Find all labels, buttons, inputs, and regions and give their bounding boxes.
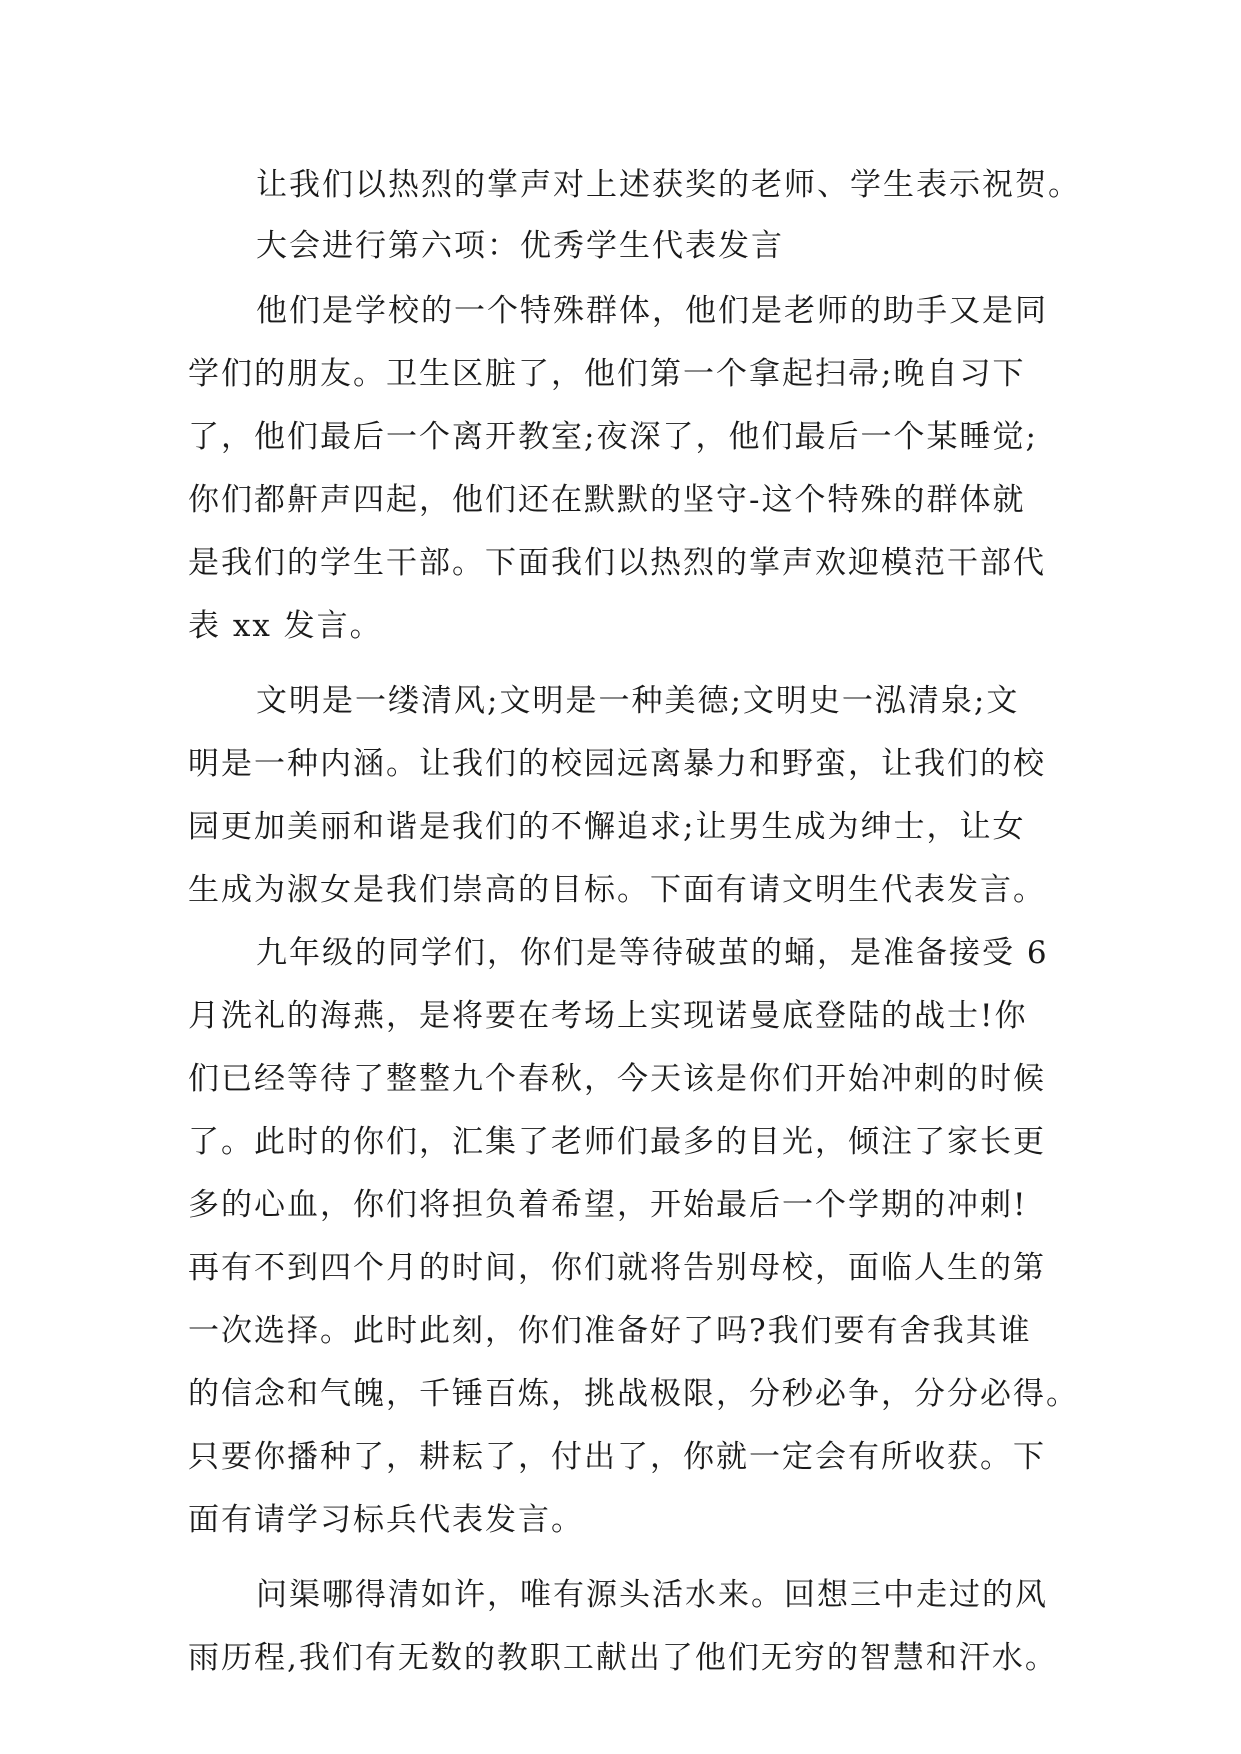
text-line: 只要你播种了，耕耘了，付出了，你就一定会有所收获。下: [188, 1439, 1046, 1475]
text-line: 明是一种内涵。让我们的校园远离暴力和野蛮，让我们的校: [188, 746, 1046, 782]
text-line: 让我们以热烈的掌声对上述获奖的老师、学生表示祝贺。: [256, 167, 1081, 203]
text-line: 是我们的学生干部。下面我们以热烈的掌声欢迎模范干部代: [188, 545, 1046, 581]
text-line: 园更加美丽和谐是我们的不懈追求;让男生成为绅士，让女: [188, 809, 1026, 845]
text-line: 了。此时的你们，汇集了老师们最多的目光，倾注了家长更: [188, 1124, 1046, 1160]
text-line: 表 xx 发言。: [188, 608, 383, 644]
text-line: 学们的朋友。卫生区脏了，他们第一个拿起扫帚;晚自习下: [188, 356, 1026, 392]
text-line: 多的心血，你们将担负着希望，开始最后一个学期的冲刺!: [188, 1187, 1028, 1223]
text-line: 生成为淑女是我们崇高的目标。下面有请文明生代表发言。: [188, 872, 1046, 908]
text-line: 一次选择。此时此刻，你们准备好了吗?我们要有舍我其谁: [188, 1313, 1032, 1349]
text-line: 了，他们最后一个离开教室;夜深了，他们最后一个某睡觉;: [188, 419, 1038, 455]
text-line: 九年级的同学们，你们是等待破茧的蛹，是准备接受 6: [256, 935, 1049, 971]
text-line: 你们都鼾声四起，他们还在默默的坚守-这个特殊的群体就: [188, 482, 1026, 518]
text-line: 月洗礼的海燕，是将要在考场上实现诺曼底登陆的战士!你: [188, 998, 1028, 1034]
text-line: 面有请学习标兵代表发言。: [188, 1502, 584, 1538]
text-line: 他们是学校的一个特殊群体，他们是老师的助手又是同: [256, 293, 1048, 329]
text-line: 文明是一缕清风;文明是一种美德;文明史一泓清泉;文: [256, 683, 1020, 719]
text-line: 雨历程,我们有无数的教职工献出了他们无穷的智慧和汗水。: [188, 1640, 1058, 1676]
text-line: 再有不到四个月的时间，你们就将告别母校，面临人生的第: [188, 1250, 1046, 1286]
text-line: 大会进行第六项：优秀学生代表发言: [256, 228, 784, 264]
text-line: 问渠哪得清如许，唯有源头活水来。回想三中走过的风: [256, 1577, 1048, 1613]
text-line: 们已经等待了整整九个春秋，今天该是你们开始冲刺的时候: [188, 1061, 1046, 1097]
text-line: 的信念和气魄，千锤百炼，挑战极限，分秒必争，分分必得。: [188, 1376, 1079, 1412]
